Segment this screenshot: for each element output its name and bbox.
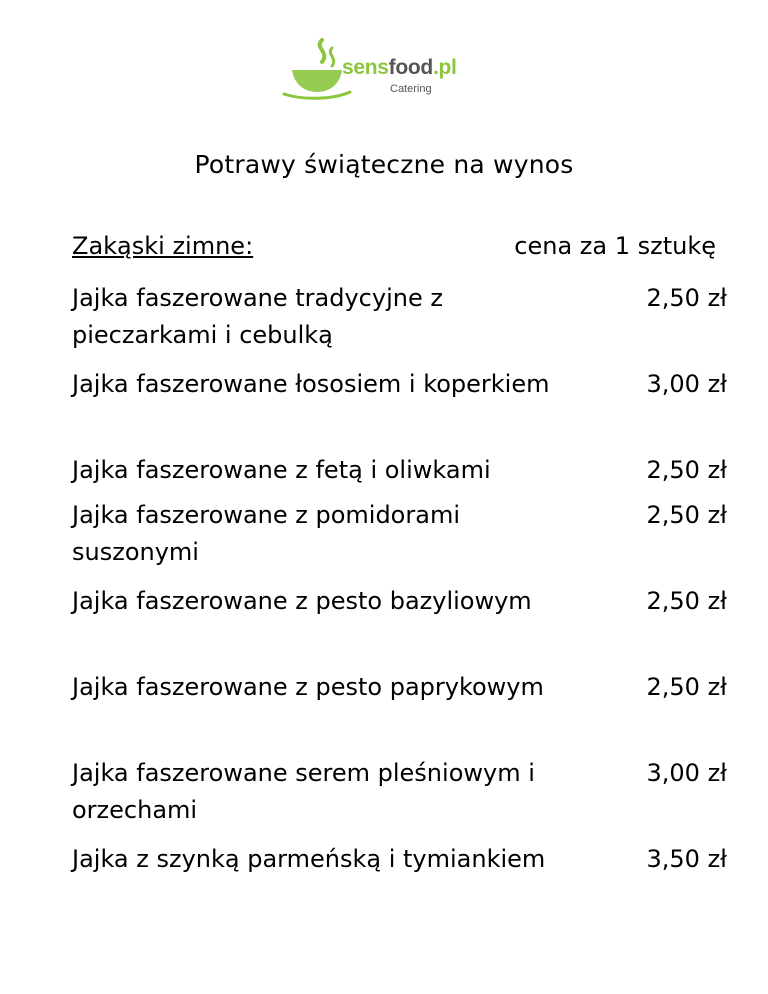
item-price: 2,50 zł xyxy=(646,587,727,615)
brand-part-1: sens xyxy=(342,56,389,79)
item-name: Jajka faszerowane tradycyjne z pieczarkami i cebulką xyxy=(72,284,443,349)
menu-item xyxy=(72,669,727,706)
item-price: 2,50 zł xyxy=(646,501,727,529)
brand-subtitle: Catering xyxy=(390,83,432,95)
menu-item xyxy=(72,280,727,354)
item-name: Jajka faszerowane z pesto paprykowym xyxy=(72,673,544,701)
item-name: Jajka faszerowane łososiem i koperkiem xyxy=(72,370,550,398)
item-price: 3,50 zł xyxy=(646,845,727,873)
item-name: Jajka faszerowane z pesto bazyliowym xyxy=(72,587,532,615)
menu-item xyxy=(72,583,727,620)
section-label: Zakąski zimne: xyxy=(72,232,254,260)
price-column-header: cena za 1 sztukę xyxy=(514,232,716,260)
menu-item xyxy=(72,452,727,489)
item-name: Jajka z szynką parmeńską i tymiankiem xyxy=(72,845,546,873)
item-price: 2,50 zł xyxy=(646,456,727,484)
item-price: 2,50 zł xyxy=(646,284,727,312)
brand-name xyxy=(342,56,457,80)
item-name: Jajka faszerowane serem pleśniowym i orzechami xyxy=(72,759,535,824)
item-name: Jajka faszerowane z pomidorami suszonymi xyxy=(72,501,460,566)
item-name: Jajka faszerowane z fetą i oliwkami xyxy=(72,456,491,484)
item-price: 3,00 zł xyxy=(646,370,727,398)
menu-item xyxy=(72,366,727,403)
sensfood-logo xyxy=(282,34,482,104)
item-price: 3,00 zł xyxy=(646,759,727,787)
menu-item xyxy=(72,841,727,878)
item-price: 2,50 zł xyxy=(646,673,727,701)
brand-part-2: food xyxy=(388,56,433,79)
page-title: Potrawy świąteczne na wynos xyxy=(194,150,574,179)
section-header xyxy=(72,232,716,266)
menu-item xyxy=(72,497,727,571)
menu-item xyxy=(72,755,727,829)
brand-part-3: .pl xyxy=(432,56,457,79)
